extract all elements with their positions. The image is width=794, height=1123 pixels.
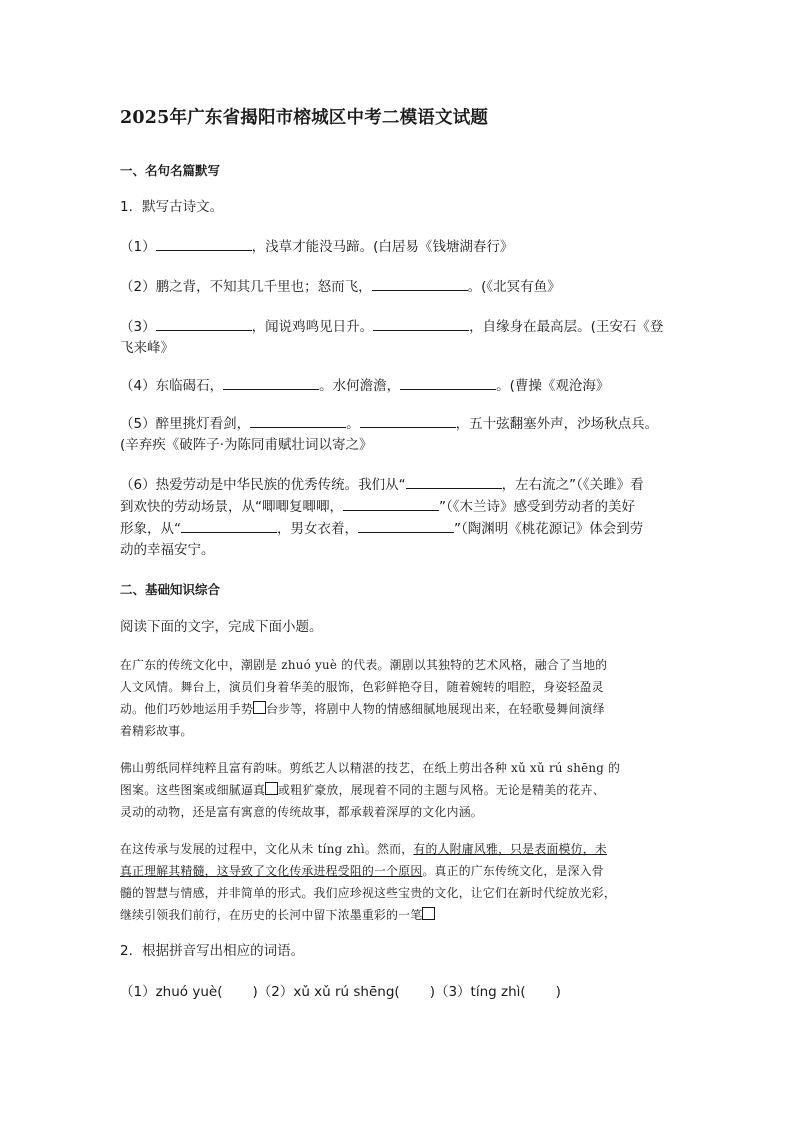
answer-blank[interactable] (156, 316, 252, 331)
text: 形象，从“ (120, 521, 181, 537)
missing-punctuation-box[interactable] (265, 782, 278, 795)
text: 。 (346, 416, 360, 432)
text: 。(曹操《观沧海》 (496, 378, 610, 394)
text: 。水何澹澹， (319, 378, 401, 394)
text: （1）zhuó yuè( (120, 984, 223, 1000)
text: )（2）xǔ xǔ rú shēng( (252, 984, 400, 1000)
answer-blank[interactable] (372, 276, 468, 291)
text: ，自缘身在最高层。(王安石《登 (469, 319, 664, 335)
underlined-sentence: 真正理解其精髓，这导致了文化传承进程受阻的一个原因 (120, 864, 423, 878)
answer-blank[interactable] (406, 474, 502, 489)
question-2-stem: 2．根据拼音写出相应的词语。 (120, 943, 305, 959)
text: 人文风情。舞台上，演员们身着华美的服饰，色彩鲜艳夺目，随着婉转的唱腔，身姿轻盈灵 (120, 680, 604, 694)
underlined-sentence: 有的人附庸风雅，只是表面模仿，未 (413, 842, 607, 856)
text: 继续引领我们前行，在历史的长河中留下浓墨重彩的一笔 (120, 908, 423, 922)
reading-paragraph-2 (120, 757, 676, 823)
reading-intro: 阅读下面的文字，完成下面小题。 (120, 619, 323, 635)
answer-blank[interactable] (250, 413, 346, 428)
answer-blank[interactable] (223, 375, 319, 390)
answer-blank[interactable] (373, 316, 469, 331)
text: 在广东的传统文化中，潮剧是 zhuó yuè 的代表。潮剧以其独特的艺术风格，融合了当地的 (120, 658, 608, 672)
text: 佛山剪纸同样纯粹且富有韵味。剪纸艺人以精湛的技艺，在纸上剪出各种 xǔ xǔ rú shēng 的 (120, 761, 621, 775)
section-heading-2: 二、基础知识综合 (120, 582, 221, 597)
text: 灵动的动物，还是富有寓意的传统故事，都承载着深厚的文化内涵。 (120, 805, 483, 819)
text: ”（陶渊明《桃花源记》体会到劳 (454, 521, 644, 537)
text: （2）鹏之背，不知其几千里也；怒而飞， (120, 279, 372, 295)
text: ，浅草才能没马蹄。(白居易《钱塘湖春行》 (251, 239, 514, 255)
answer-blank[interactable] (400, 375, 496, 390)
text: ，男女衣着， (277, 521, 358, 537)
reading-paragraph-3 (120, 838, 676, 926)
question-2-items (120, 982, 680, 1003)
question-1-item-5 (120, 413, 680, 456)
question-1-item-6 (120, 474, 680, 561)
question-1-stem: 1．默写古诗文。 (120, 199, 224, 215)
page-title: 2025年广东省揭阳市榕城区中考二模语文试题 (120, 108, 489, 128)
text: ”（《木兰诗》感受到劳动者的美好 (439, 499, 635, 515)
text: 动。他们巧妙地运用手势 (120, 702, 254, 716)
text: 到欢快的劳动场景，从“唧唧复唧唧， (120, 499, 343, 515)
text: 。(《北冥有鱼》 (467, 279, 561, 295)
reading-paragraph-1 (120, 654, 676, 742)
answer-blank[interactable] (360, 413, 456, 428)
section-heading-1: 一、名句名篇默写 (120, 163, 221, 178)
text: （4）东临碣石， (120, 378, 224, 394)
text: 。真正的广东传统文化，是深入骨 (422, 864, 604, 878)
text: 台步等，将剧中人物的情感细腻地展现出来，在轻歌曼舞间演绎 (266, 702, 605, 716)
text: 着精彩故事。 (120, 724, 193, 738)
text: （5）醉里挑灯看剑， (120, 416, 251, 432)
question-1-item-1 (120, 236, 680, 258)
text: （3） (120, 319, 156, 335)
text: ) (555, 984, 561, 1000)
question-1-item-2 (120, 276, 680, 298)
text: 动的幸福安宁。 (120, 542, 215, 558)
text: ，闻说鸡鸣见日升。 (251, 319, 374, 335)
answer-blank[interactable] (358, 518, 454, 533)
answer-blank[interactable] (181, 518, 277, 533)
missing-punctuation-box[interactable] (422, 907, 435, 920)
answer-blank[interactable] (343, 496, 439, 511)
text: 或粗犷豪放，展现着不同的主题与风格。无论是精美的花卉、 (278, 783, 605, 797)
text: 飞来峰》 (120, 340, 174, 356)
answer-blank[interactable] (156, 236, 252, 251)
question-1-item-3 (120, 316, 680, 359)
text: )（3）tíng zhì( (429, 984, 526, 1000)
text: 在这传承与发展的过程中，文化从未 tíng zhì。然而， (120, 842, 414, 856)
text: 图案。这些图案或细腻逼真 (120, 783, 266, 797)
text: 髓的智慧与情感，并非简单的形式。我们应珍视这些宝贵的文化，让它们在新时代绽放光彩， (120, 886, 616, 900)
question-1-item-4 (120, 375, 680, 397)
text: ，左右流之”（《关雎》看 (501, 477, 644, 493)
missing-punctuation-box[interactable] (253, 701, 266, 714)
text: （6）热爱劳动是中华民族的优秀传统。我们从“ (120, 477, 406, 493)
text: （1） (120, 239, 156, 255)
text: (辛弃疾《破阵子·为陈同甫赋壮词以寄之》 (120, 437, 373, 453)
text: ，五十弦翻塞外声，沙场秋点兵。 (455, 416, 659, 432)
